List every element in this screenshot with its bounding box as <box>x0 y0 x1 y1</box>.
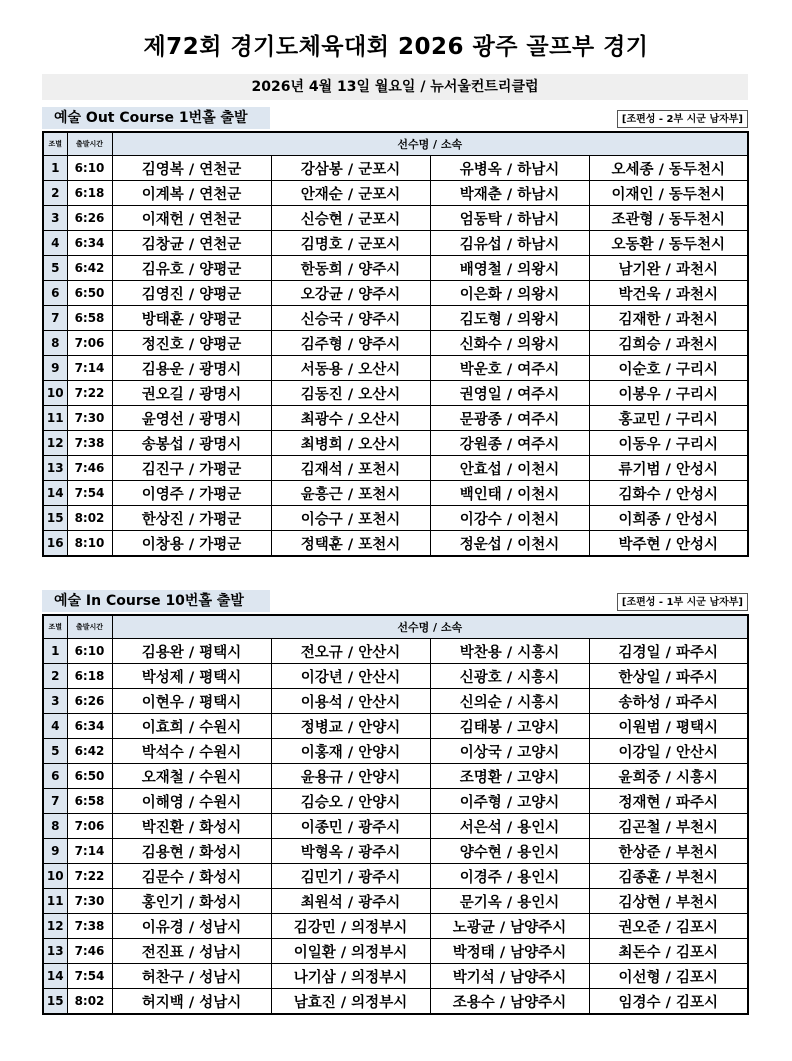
tee-time: 7:54 <box>67 964 112 989</box>
group-number: 12 <box>43 914 67 939</box>
group-number: 15 <box>43 506 67 531</box>
tee-time: 7:38 <box>67 914 112 939</box>
table-row <box>43 789 748 814</box>
player-cell: 김문수 / 화성시 <box>112 864 271 889</box>
tee-time: 7:06 <box>67 331 112 356</box>
player-cell: 노광균 / 남양주시 <box>430 914 589 939</box>
player-cell: 이해영 / 수원시 <box>112 789 271 814</box>
player-cell: 박진환 / 화성시 <box>112 814 271 839</box>
group-number: 1 <box>43 639 67 664</box>
table-row <box>43 231 748 256</box>
table-row <box>43 356 748 381</box>
event-date-venue: 2026년 4월 13일 월요일 / 뉴서울컨트리클럽 <box>42 74 748 100</box>
player-cell: 김민기 / 광주시 <box>271 864 430 889</box>
player-cell: 오동환 / 동두천시 <box>589 231 748 256</box>
tee-time: 7:22 <box>67 381 112 406</box>
player-cell: 이동우 / 구리시 <box>589 431 748 456</box>
tee-time: 6:34 <box>67 714 112 739</box>
group-number: 4 <box>43 231 67 256</box>
tee-time: 6:42 <box>67 739 112 764</box>
player-cell: 이효희 / 수원시 <box>112 714 271 739</box>
player-cell: 박재춘 / 하남시 <box>430 181 589 206</box>
player-cell: 김용현 / 화성시 <box>112 839 271 864</box>
player-cell: 김영진 / 양평군 <box>112 281 271 306</box>
table-header-row <box>43 132 748 156</box>
player-cell: 허찬구 / 성남시 <box>112 964 271 989</box>
player-cell: 남효진 / 의정부시 <box>271 989 430 1015</box>
player-cell: 이원범 / 평택시 <box>589 714 748 739</box>
player-cell: 김희승 / 과천시 <box>589 331 748 356</box>
group-number: 4 <box>43 714 67 739</box>
group-number: 8 <box>43 331 67 356</box>
tee-time: 7:30 <box>67 406 112 431</box>
player-cell: 이선형 / 김포시 <box>589 964 748 989</box>
player-cell: 이현우 / 평택시 <box>112 689 271 714</box>
group-number: 14 <box>43 481 67 506</box>
group-number: 2 <box>43 181 67 206</box>
player-cell: 이계복 / 연천군 <box>112 181 271 206</box>
player-cell: 김명호 / 군포시 <box>271 231 430 256</box>
tee-time: 6:18 <box>67 664 112 689</box>
player-cell: 정진호 / 양평군 <box>112 331 271 356</box>
player-cell: 김재석 / 포천시 <box>271 456 430 481</box>
tee-time: 6:58 <box>67 306 112 331</box>
player-cell: 김태봉 / 고양시 <box>430 714 589 739</box>
player-cell: 이주형 / 고양시 <box>430 789 589 814</box>
tee-time: 7:38 <box>67 431 112 456</box>
player-cell: 한상일 / 파주시 <box>589 664 748 689</box>
column-header-group: 조별 <box>43 132 67 156</box>
table-row <box>43 639 748 664</box>
player-cell: 김상현 / 부천시 <box>589 889 748 914</box>
player-cell: 김용완 / 평택시 <box>112 639 271 664</box>
tee-time-table-out-course <box>42 131 749 557</box>
column-header-time: 출발시간 <box>67 132 112 156</box>
player-cell: 신광호 / 시흥시 <box>430 664 589 689</box>
group-number: 13 <box>43 456 67 481</box>
tee-time: 6:42 <box>67 256 112 281</box>
table-row <box>43 156 748 181</box>
player-cell: 류기범 / 안성시 <box>589 456 748 481</box>
table-row <box>43 256 748 281</box>
player-cell: 이종민 / 광주시 <box>271 814 430 839</box>
table-row <box>43 964 748 989</box>
group-number: 14 <box>43 964 67 989</box>
player-cell: 이승구 / 포천시 <box>271 506 430 531</box>
player-cell: 홍인기 / 화성시 <box>112 889 271 914</box>
tee-time: 7:06 <box>67 814 112 839</box>
player-cell: 김화수 / 안성시 <box>589 481 748 506</box>
player-cell: 이희종 / 안성시 <box>589 506 748 531</box>
table-row <box>43 331 748 356</box>
player-cell: 권오준 / 김포시 <box>589 914 748 939</box>
player-cell: 최원석 / 광주시 <box>271 889 430 914</box>
player-cell: 이창용 / 가평군 <box>112 531 271 557</box>
player-cell: 박석수 / 수원시 <box>112 739 271 764</box>
group-number: 12 <box>43 431 67 456</box>
player-cell: 이순호 / 구리시 <box>589 356 748 381</box>
table-row <box>43 456 748 481</box>
player-cell: 오세종 / 동두천시 <box>589 156 748 181</box>
player-cell: 윤흥근 / 포천시 <box>271 481 430 506</box>
player-cell: 이강일 / 안산시 <box>589 739 748 764</box>
group-number: 10 <box>43 864 67 889</box>
player-cell: 조명환 / 고양시 <box>430 764 589 789</box>
section-header-in-course <box>42 590 748 612</box>
tee-time: 7:14 <box>67 839 112 864</box>
player-cell: 김재한 / 과천시 <box>589 306 748 331</box>
player-cell: 김강민 / 의정부시 <box>271 914 430 939</box>
table-row <box>43 839 748 864</box>
player-cell: 엄동탁 / 하남시 <box>430 206 589 231</box>
player-cell: 이영주 / 가평군 <box>112 481 271 506</box>
group-number: 9 <box>43 839 67 864</box>
player-cell: 김유호 / 양평군 <box>112 256 271 281</box>
player-cell: 문기옥 / 용인시 <box>430 889 589 914</box>
player-cell: 이상국 / 고양시 <box>430 739 589 764</box>
player-cell: 김용운 / 광명시 <box>112 356 271 381</box>
table-row <box>43 281 748 306</box>
player-cell: 이재헌 / 연천군 <box>112 206 271 231</box>
player-cell: 박운호 / 여주시 <box>430 356 589 381</box>
group-number: 5 <box>43 739 67 764</box>
table-row <box>43 531 748 557</box>
player-cell: 이유경 / 성남시 <box>112 914 271 939</box>
table-row <box>43 989 748 1015</box>
player-cell: 이일환 / 의정부시 <box>271 939 430 964</box>
tee-time: 8:02 <box>67 989 112 1015</box>
player-cell: 남기완 / 과천시 <box>589 256 748 281</box>
group-number: 5 <box>43 256 67 281</box>
column-header-time: 출발시간 <box>67 615 112 639</box>
player-cell: 전오규 / 안산시 <box>271 639 430 664</box>
player-cell: 신승국 / 양주시 <box>271 306 430 331</box>
section-note: [조편성 - 2부 시군 남자부] <box>617 110 748 128</box>
player-cell: 김종훈 / 부천시 <box>589 864 748 889</box>
section-note: [조편성 - 1부 시군 남자부] <box>617 593 748 611</box>
player-cell: 최돈수 / 김포시 <box>589 939 748 964</box>
tee-time: 6:50 <box>67 281 112 306</box>
table-row <box>43 664 748 689</box>
player-cell: 신의순 / 시흥시 <box>430 689 589 714</box>
player-cell: 한동희 / 양주시 <box>271 256 430 281</box>
group-number: 3 <box>43 206 67 231</box>
table-row <box>43 764 748 789</box>
table-row <box>43 206 748 231</box>
tee-time: 6:26 <box>67 206 112 231</box>
tee-time: 7:22 <box>67 864 112 889</box>
player-cell: 윤희중 / 시흥시 <box>589 764 748 789</box>
table-row <box>43 939 748 964</box>
table-row <box>43 739 748 764</box>
player-cell: 강원종 / 여주시 <box>430 431 589 456</box>
tee-time: 7:14 <box>67 356 112 381</box>
player-cell: 박정태 / 남양주시 <box>430 939 589 964</box>
player-cell: 허지백 / 성남시 <box>112 989 271 1015</box>
group-number: 15 <box>43 989 67 1015</box>
table-row <box>43 306 748 331</box>
group-number: 6 <box>43 281 67 306</box>
player-cell: 이봉우 / 구리시 <box>589 381 748 406</box>
tee-time: 6:10 <box>67 156 112 181</box>
group-number: 1 <box>43 156 67 181</box>
player-cell: 신화수 / 의왕시 <box>430 331 589 356</box>
tee-time: 6:18 <box>67 181 112 206</box>
player-cell: 임경수 / 김포시 <box>589 989 748 1015</box>
player-cell: 서동용 / 오산시 <box>271 356 430 381</box>
table-row <box>43 814 748 839</box>
table-row <box>43 714 748 739</box>
player-cell: 나기삼 / 의정부시 <box>271 964 430 989</box>
table-row <box>43 864 748 889</box>
tee-time: 6:34 <box>67 231 112 256</box>
player-cell: 이은화 / 의왕시 <box>430 281 589 306</box>
page-title: 제72회 경기도체육대회 2026 광주 골프부 경기 <box>143 34 649 60</box>
player-cell: 박성제 / 평택시 <box>112 664 271 689</box>
tee-time-table-in-course <box>42 614 749 1015</box>
group-number: 3 <box>43 689 67 714</box>
player-cell: 홍교민 / 구리시 <box>589 406 748 431</box>
player-cell: 김진구 / 가평군 <box>112 456 271 481</box>
player-cell: 방태훈 / 양평군 <box>112 306 271 331</box>
tee-time: 6:26 <box>67 689 112 714</box>
player-cell: 박형옥 / 광주시 <box>271 839 430 864</box>
player-cell: 박찬용 / 시흥시 <box>430 639 589 664</box>
group-number: 10 <box>43 381 67 406</box>
player-cell: 오강균 / 양주시 <box>271 281 430 306</box>
section-title: 예술 In Course 10번홀 출발 <box>42 590 270 612</box>
tee-time: 6:10 <box>67 639 112 664</box>
player-cell: 정운섭 / 이천시 <box>430 531 589 557</box>
player-cell: 양수현 / 용인시 <box>430 839 589 864</box>
player-cell: 최광수 / 오산시 <box>271 406 430 431</box>
group-number: 11 <box>43 889 67 914</box>
tee-time: 6:58 <box>67 789 112 814</box>
table-header-row <box>43 615 748 639</box>
player-cell: 안재순 / 군포시 <box>271 181 430 206</box>
player-cell: 이재인 / 동두천시 <box>589 181 748 206</box>
player-cell: 김경일 / 파주시 <box>589 639 748 664</box>
group-number: 11 <box>43 406 67 431</box>
table-row <box>43 481 748 506</box>
player-cell: 조관형 / 동두천시 <box>589 206 748 231</box>
player-cell: 권영일 / 여주시 <box>430 381 589 406</box>
player-cell: 김승오 / 안양시 <box>271 789 430 814</box>
player-cell: 최병희 / 오산시 <box>271 431 430 456</box>
player-cell: 김주형 / 양주시 <box>271 331 430 356</box>
group-number: 6 <box>43 764 67 789</box>
player-cell: 정병교 / 안양시 <box>271 714 430 739</box>
player-cell: 이경주 / 용인시 <box>430 864 589 889</box>
group-number: 13 <box>43 939 67 964</box>
player-cell: 이용석 / 안산시 <box>271 689 430 714</box>
group-number: 7 <box>43 306 67 331</box>
table-row <box>43 381 748 406</box>
tee-time: 8:10 <box>67 531 112 557</box>
player-cell: 윤영선 / 광명시 <box>112 406 271 431</box>
table-row <box>43 889 748 914</box>
player-cell: 한상진 / 가평군 <box>112 506 271 531</box>
group-number: 16 <box>43 531 67 557</box>
player-cell: 박건욱 / 과천시 <box>589 281 748 306</box>
player-cell: 정재현 / 파주시 <box>589 789 748 814</box>
player-cell: 신승현 / 군포시 <box>271 206 430 231</box>
player-cell: 이홍재 / 안양시 <box>271 739 430 764</box>
player-cell: 박기석 / 남양주시 <box>430 964 589 989</box>
tee-time: 7:54 <box>67 481 112 506</box>
table-row <box>43 689 748 714</box>
table-row <box>43 431 748 456</box>
table-row <box>43 406 748 431</box>
group-number: 7 <box>43 789 67 814</box>
table-row <box>43 914 748 939</box>
tee-time: 7:46 <box>67 939 112 964</box>
player-cell: 조용수 / 남양주시 <box>430 989 589 1015</box>
player-cell: 김유섭 / 하남시 <box>430 231 589 256</box>
tee-time: 8:02 <box>67 506 112 531</box>
player-cell: 권오길 / 광명시 <box>112 381 271 406</box>
player-cell: 송하성 / 파주시 <box>589 689 748 714</box>
section-title: 예술 Out Course 1번홀 출발 <box>42 107 270 129</box>
player-cell: 김도형 / 의왕시 <box>430 306 589 331</box>
player-cell: 배영철 / 의왕시 <box>430 256 589 281</box>
group-number: 9 <box>43 356 67 381</box>
player-cell: 서은석 / 용인시 <box>430 814 589 839</box>
tee-time: 6:50 <box>67 764 112 789</box>
player-cell: 이강수 / 이천시 <box>430 506 589 531</box>
player-cell: 이강년 / 안산시 <box>271 664 430 689</box>
player-cell: 김동진 / 오산시 <box>271 381 430 406</box>
player-cell: 정택훈 / 포천시 <box>271 531 430 557</box>
player-cell: 한상준 / 부천시 <box>589 839 748 864</box>
column-header-players: 선수명 / 소속 <box>112 615 748 639</box>
column-header-players: 선수명 / 소속 <box>112 132 748 156</box>
player-cell: 김창균 / 연천군 <box>112 231 271 256</box>
player-cell: 오재철 / 수원시 <box>112 764 271 789</box>
table-row <box>43 181 748 206</box>
player-cell: 문광종 / 여주시 <box>430 406 589 431</box>
group-number: 2 <box>43 664 67 689</box>
group-number: 8 <box>43 814 67 839</box>
player-cell: 윤용규 / 안양시 <box>271 764 430 789</box>
player-cell: 김영복 / 연천군 <box>112 156 271 181</box>
tee-time: 7:46 <box>67 456 112 481</box>
section-header-out-course <box>42 107 748 129</box>
player-cell: 백인태 / 이천시 <box>430 481 589 506</box>
player-cell: 송봉섭 / 광명시 <box>112 431 271 456</box>
table-row <box>43 506 748 531</box>
player-cell: 안효섭 / 이천시 <box>430 456 589 481</box>
player-cell: 강삼봉 / 군포시 <box>271 156 430 181</box>
tee-time: 7:30 <box>67 889 112 914</box>
player-cell: 유병옥 / 하남시 <box>430 156 589 181</box>
column-header-group: 조별 <box>43 615 67 639</box>
player-cell: 김곤철 / 부천시 <box>589 814 748 839</box>
player-cell: 전진표 / 성남시 <box>112 939 271 964</box>
player-cell: 박주현 / 안성시 <box>589 531 748 557</box>
